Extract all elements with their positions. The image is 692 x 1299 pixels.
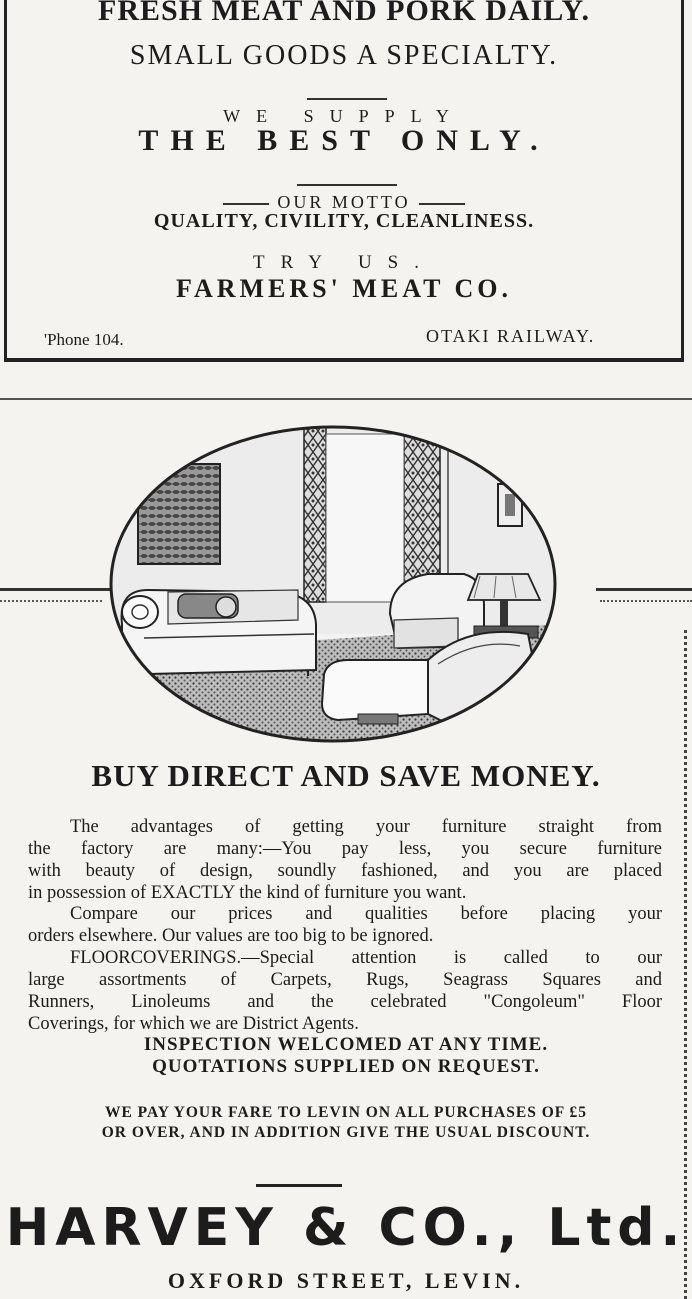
motto-line: QUALITY, CIVILITY, CLEANLINESS. [153, 210, 535, 232]
fare-line-1: WE PAY YOUR FARE TO LEVIN ON ALL PURCHASES OF £5 [104, 1104, 588, 1121]
living-room-illustration [108, 424, 558, 744]
quotations-line: QUOTATIONS SUPPLIED ON REQUEST. [152, 1056, 540, 1077]
section-divider [0, 398, 692, 400]
we-supply-line: WE SUPPLY [223, 106, 465, 126]
best-only-line: THE BEST ONLY. [138, 124, 550, 157]
motto-label-text: OUR MOTTO [277, 192, 411, 212]
paragraph-line: with beauty of design, soundly fashioned, and you are placed [28, 861, 662, 881]
paragraph-line: The advantages of getting your furniture straight from [70, 817, 662, 837]
paragraph-compare [28, 903, 662, 947]
small-goods-line: SMALL GOODS A SPECIALTY. [129, 40, 559, 71]
paragraph-advantages [28, 816, 662, 904]
column-rule-right [596, 588, 692, 591]
paragraph-line: Compare our prices and qualities before placing your [70, 904, 662, 924]
divider [256, 1184, 342, 1187]
paragraph-line: large assortments of Carpets, Rugs, Seagrass Squares and [28, 970, 662, 990]
paragraph-floorcoverings [28, 947, 662, 1035]
headline: BUY DIRECT AND SAVE MONEY. [91, 758, 601, 793]
column-rule-left [0, 588, 112, 591]
try-us-line: TRY US. [252, 252, 436, 273]
paragraph-line: Runners, Linoleums and the celebrated "Congoleum" Floor [28, 992, 662, 1012]
meat-advert-box [4, 0, 684, 362]
column-rule-left-dotted [0, 600, 102, 602]
paragraph-line: FLOORCOVERINGS.—Special attention is called to our [70, 948, 662, 968]
paragraph-line: orders elsewhere. Our values are too big to be ignored. [28, 926, 434, 946]
inspection-line: INSPECTION WELCOMED AT ANY TIME. [143, 1034, 549, 1055]
fare-line-2: OR OVER, AND IN ADDITION GIVE THE USUAL DISCOUNT. [101, 1124, 591, 1141]
wall-tapestry [138, 464, 220, 564]
divider [307, 98, 387, 100]
paragraph-line: in possession of EXACTLY the kind of furniture you want. [28, 883, 467, 903]
company-name: FARMERS' MEAT CO. [176, 274, 512, 303]
divider [297, 184, 397, 186]
paragraph-line: the factory are many:—You pay less, you secure furniture [28, 839, 662, 859]
fresh-meat-line: FRESH MEAT AND PORK DAILY. [98, 0, 590, 27]
phone-number: 'Phone 104. [44, 330, 124, 349]
column-rule-right-dotted [600, 600, 692, 602]
paragraph-line: Coverings, for which we are District Agents. [28, 1014, 359, 1034]
location: OTAKI RAILWAY. [426, 326, 596, 346]
sofa [122, 590, 316, 680]
company-address: OXFORD STREET, LEVIN. [167, 1268, 525, 1293]
ornamental-pillar [304, 426, 326, 602]
company-name-harvey: HARVEY & CO., Ltd. [5, 1198, 687, 1258]
